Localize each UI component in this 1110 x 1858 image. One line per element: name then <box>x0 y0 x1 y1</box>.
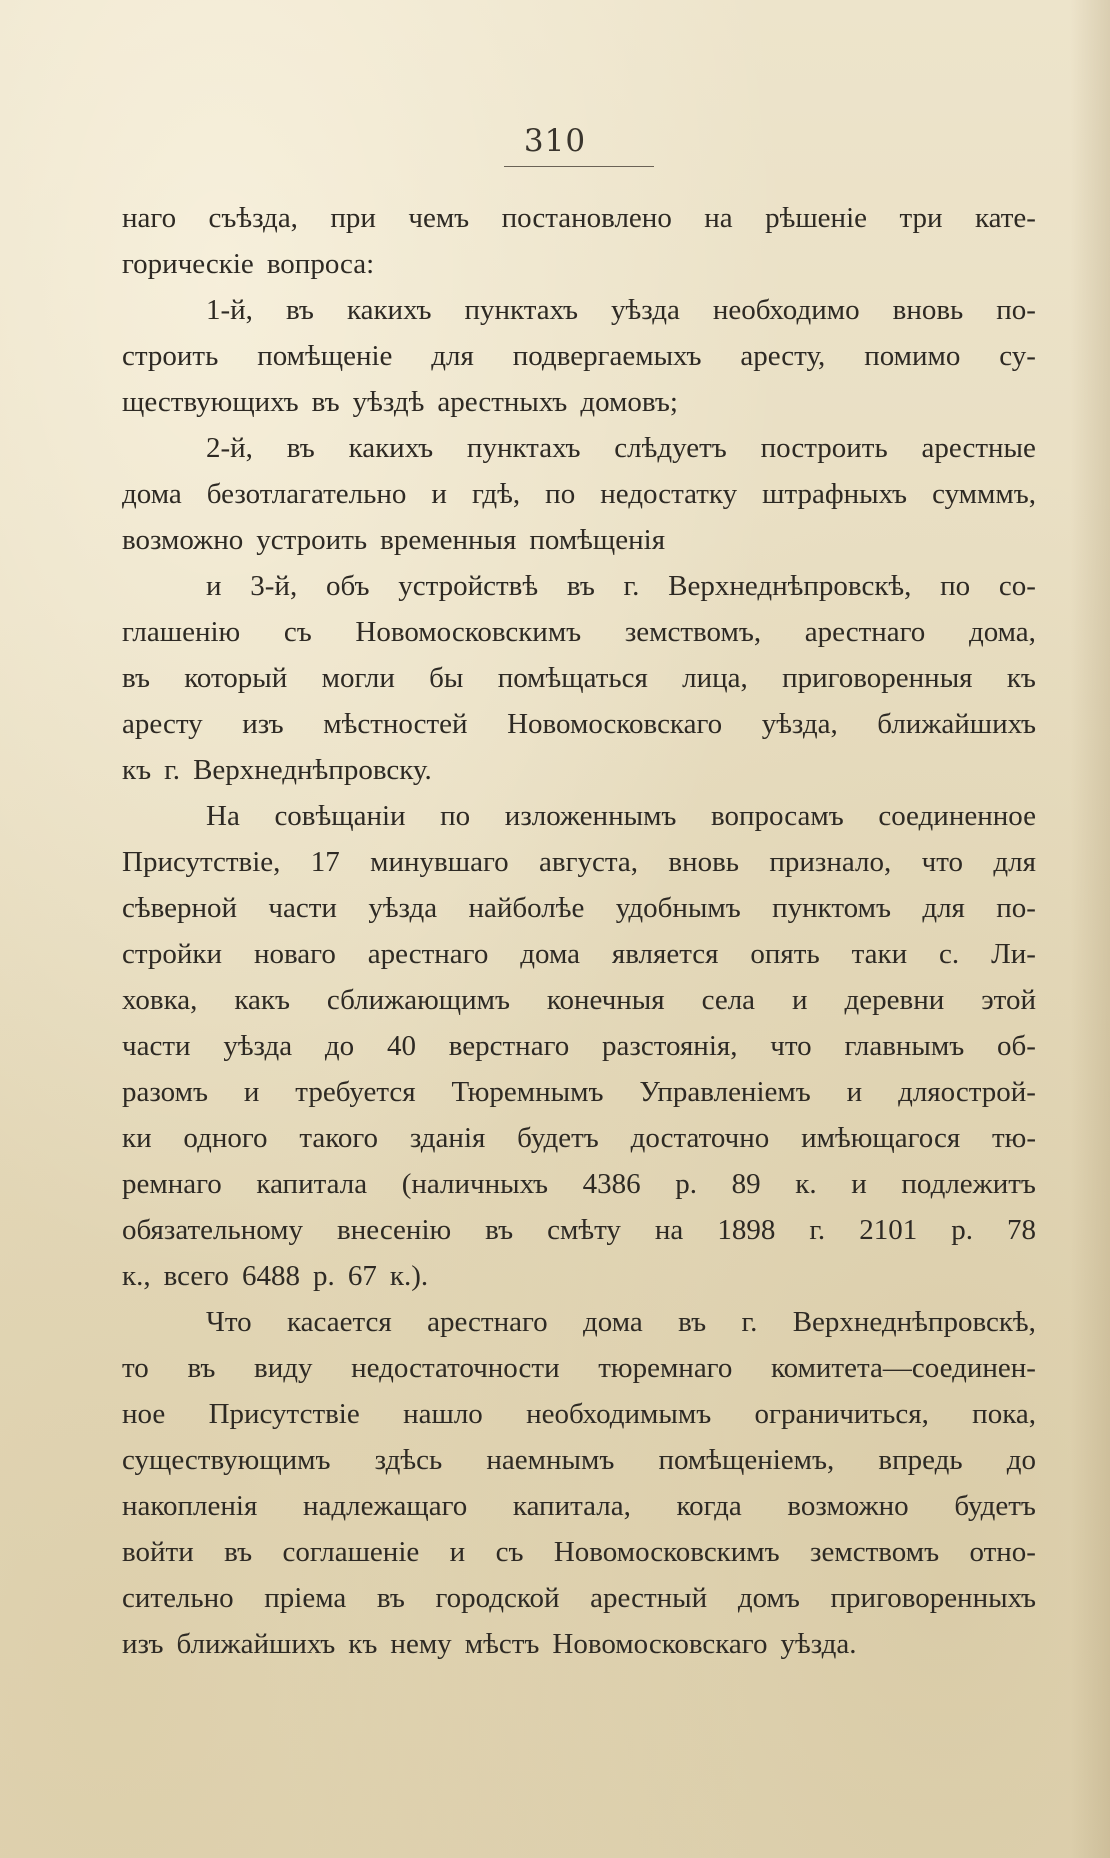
word: недостаточности <box>351 1352 560 1384</box>
word: аресту <box>122 708 203 740</box>
text-line <box>122 471 1036 517</box>
word: въ <box>376 1582 405 1614</box>
word: въ <box>285 294 314 326</box>
word: Тюремнымъ <box>451 1076 604 1108</box>
word: объ <box>325 570 370 602</box>
word: земствомъ, <box>624 616 762 648</box>
word: который <box>184 662 288 694</box>
word: здѣсь <box>374 1444 443 1476</box>
word: опять <box>750 938 820 970</box>
text-line <box>122 425 1036 471</box>
word: помимо <box>864 340 961 372</box>
word: Присутствіе <box>208 1398 360 1430</box>
text-line <box>122 1345 1036 1391</box>
word: Управленіемъ <box>639 1076 811 1108</box>
text-line <box>122 333 1036 379</box>
word: 78 <box>1006 1214 1036 1246</box>
word: требуется <box>295 1076 416 1108</box>
word: Новомосковскимъ <box>553 1536 780 1568</box>
word: вопроса: <box>266 248 375 280</box>
word: новаго <box>253 938 336 970</box>
word: г. <box>809 1214 826 1246</box>
page-number-rule <box>504 166 654 167</box>
word: 3-й, <box>250 570 298 602</box>
word: домовъ; <box>580 386 678 418</box>
text-line <box>122 885 1036 931</box>
text-line <box>122 609 1036 655</box>
word: штрафныхъ <box>762 478 908 510</box>
word: дома <box>520 938 580 970</box>
word: уѣзда <box>611 294 680 326</box>
word: арестнаго <box>367 938 489 970</box>
word: г. <box>623 570 640 602</box>
word: три <box>899 202 943 234</box>
word: г. <box>164 754 181 786</box>
word: и <box>792 984 808 1016</box>
word: временныя <box>380 524 517 556</box>
text-line <box>122 379 1036 425</box>
word: су- <box>999 340 1036 372</box>
word: 17 <box>310 846 340 878</box>
word: съѣзда, <box>208 202 298 234</box>
word: приговоренныя <box>782 662 973 694</box>
text-line <box>122 1391 1036 1437</box>
text-line <box>122 1115 1036 1161</box>
word: то <box>122 1352 149 1384</box>
word: въ <box>678 1306 707 1338</box>
word: пріема <box>264 1582 347 1614</box>
word: 67 <box>347 1260 377 1292</box>
word: на <box>704 202 733 234</box>
word: тю- <box>991 1122 1036 1154</box>
word: Новомосковскаго <box>552 1628 768 1660</box>
word: сительно <box>122 1582 234 1614</box>
word: 4386 <box>582 1168 641 1200</box>
word: соединенное <box>878 800 1036 832</box>
word: кате- <box>974 202 1036 234</box>
word: горическіе <box>122 248 254 280</box>
word: вновь <box>892 294 964 326</box>
word: что <box>770 1030 812 1062</box>
word: по- <box>996 892 1036 924</box>
text-line <box>122 655 1036 701</box>
word: р. <box>675 1168 698 1200</box>
word: слѣдуетъ <box>614 432 727 464</box>
text-line <box>122 287 1036 333</box>
word: изложеннымъ <box>504 800 677 832</box>
word: возможно <box>787 1490 909 1522</box>
word: что <box>921 846 964 878</box>
word: августа, <box>539 846 638 878</box>
word: Что <box>206 1306 252 1338</box>
word: впредь <box>878 1444 963 1476</box>
text-line <box>122 747 1036 793</box>
word: устроить <box>256 524 368 556</box>
word: по- <box>996 294 1036 326</box>
word: 2-й, <box>206 432 253 464</box>
word: удобнымъ <box>615 892 741 924</box>
word: комитета—соединен- <box>771 1352 1036 1384</box>
word: помѣщаться <box>497 662 648 694</box>
word: дляострой- <box>898 1076 1036 1108</box>
word: уѣзда. <box>780 1628 857 1660</box>
body-text <box>122 195 1036 1667</box>
word: 1898 <box>717 1214 776 1246</box>
text-line <box>122 977 1036 1023</box>
text-line <box>122 517 1036 563</box>
word: признало, <box>769 846 892 878</box>
word: при <box>330 202 376 234</box>
text-line <box>122 1575 1036 1621</box>
word: и <box>431 478 447 510</box>
word: Новомосковскимъ <box>355 616 582 648</box>
word: ховка, <box>122 984 198 1016</box>
word: къ <box>122 754 152 786</box>
word: строить <box>122 340 219 372</box>
word: Ли- <box>991 938 1036 970</box>
word: этой <box>981 984 1036 1016</box>
word: по <box>440 800 471 832</box>
text-line <box>122 931 1036 977</box>
word: сѣверной <box>122 892 238 924</box>
word: какихъ <box>348 432 434 464</box>
word: об- <box>997 1030 1036 1062</box>
word: вновь <box>668 846 739 878</box>
word: сближающимъ <box>326 984 510 1016</box>
word: пунктомъ <box>772 892 891 924</box>
word: обязательному <box>122 1214 304 1246</box>
word: с. <box>939 938 960 970</box>
word: помѣщеніе <box>257 340 393 372</box>
word: необходимо <box>712 294 860 326</box>
word: и <box>243 1076 260 1108</box>
word: лица, <box>682 662 748 694</box>
word: капитала <box>256 1168 368 1200</box>
word: Верхнеднѣпровскѣ, <box>668 570 912 602</box>
word: подлежитъ <box>901 1168 1036 1200</box>
page-number: 310 <box>523 123 587 159</box>
page-edge-shadow <box>1070 0 1110 1858</box>
word: р. <box>313 1260 335 1292</box>
word: глашенію <box>122 616 241 648</box>
text-line <box>122 1161 1036 1207</box>
word: на <box>654 1214 684 1246</box>
word: изъ <box>122 1628 164 1660</box>
word: гдѣ, <box>471 478 521 510</box>
text-line <box>122 701 1036 747</box>
word: будетъ <box>954 1490 1036 1522</box>
word: для <box>431 340 474 372</box>
word: со- <box>998 570 1036 602</box>
word: всего <box>163 1260 229 1292</box>
word: виду <box>254 1352 313 1384</box>
word: части <box>122 1030 191 1062</box>
word: устройствѣ <box>398 570 539 602</box>
text-line <box>122 1483 1036 1529</box>
word: (наличныхъ <box>401 1168 549 1200</box>
word: деревни <box>844 984 945 1016</box>
word: одного <box>183 1122 268 1154</box>
word: и <box>846 1076 863 1108</box>
word: по <box>940 570 971 602</box>
word: г. <box>741 1306 758 1338</box>
word: существующимъ <box>122 1444 331 1476</box>
word: въ <box>286 432 315 464</box>
word: ное <box>122 1398 166 1430</box>
word: домъ <box>737 1582 800 1614</box>
word: ближайшихъ <box>877 708 1036 740</box>
word: нему <box>390 1628 452 1660</box>
word: такого <box>299 1122 379 1154</box>
word: мѣстъ <box>464 1628 540 1660</box>
word: найболѣе <box>468 892 585 924</box>
word: села <box>701 984 756 1016</box>
word: до <box>1006 1444 1036 1476</box>
word: какъ <box>234 984 290 1016</box>
word: бы <box>429 662 464 694</box>
word: арестный <box>590 1582 708 1614</box>
text-line <box>122 793 1036 839</box>
word: уѣзда <box>368 892 438 924</box>
word: Верхнеднѣпровскѣ, <box>792 1306 1036 1338</box>
word: таки <box>851 938 908 970</box>
word: и <box>851 1168 867 1200</box>
word: мѣстностей <box>323 708 468 740</box>
word: дома <box>583 1306 643 1338</box>
word: внесенію <box>337 1214 452 1246</box>
word: 89 <box>731 1168 761 1200</box>
word: Верхнеднѣпровску. <box>193 754 432 786</box>
word: для <box>993 846 1036 878</box>
word: разстоянія, <box>602 1030 738 1062</box>
word: съ <box>495 1536 524 1568</box>
word: арестные <box>921 432 1036 464</box>
word: аресту, <box>740 340 826 372</box>
word: сумммъ, <box>932 478 1036 510</box>
word: въ <box>485 1214 514 1246</box>
text-line <box>122 195 1036 241</box>
word: главнымъ <box>844 1030 965 1062</box>
text-line <box>122 1069 1036 1115</box>
word: смѣту <box>547 1214 621 1246</box>
word: земствомъ <box>810 1536 940 1568</box>
word: въ <box>187 1352 216 1384</box>
text-line <box>122 1437 1036 1483</box>
word: совѣщаніи <box>274 800 406 832</box>
word: городской <box>435 1582 560 1614</box>
word: возможно <box>122 524 244 556</box>
text-line <box>122 241 1036 287</box>
word: къ <box>1006 662 1036 694</box>
word: пунктахъ <box>464 294 579 326</box>
word: конечныя <box>546 984 665 1016</box>
word: къ <box>348 1628 378 1660</box>
text-line <box>122 839 1036 885</box>
word: соглашеніе <box>282 1536 420 1568</box>
word: изъ <box>242 708 284 740</box>
word: уѣздѣ <box>352 386 425 418</box>
word: уѣзда, <box>761 708 838 740</box>
word: помѣщеніемъ, <box>658 1444 835 1476</box>
word: въ <box>566 570 595 602</box>
word: На <box>206 800 240 832</box>
word: касается <box>287 1306 392 1338</box>
word: уѣзда <box>223 1030 293 1062</box>
word: и <box>206 570 222 602</box>
text-line <box>122 1253 1036 1299</box>
word: для <box>922 892 965 924</box>
word: 6488 <box>241 1260 300 1292</box>
word: пока, <box>972 1398 1036 1430</box>
word: достаточно <box>630 1122 770 1154</box>
word: является <box>611 938 719 970</box>
text-line <box>122 1299 1036 1345</box>
word: ближайшихъ <box>176 1628 336 1660</box>
word: ществующихъ <box>122 386 299 418</box>
word: какихъ <box>346 294 432 326</box>
word: безотлагательно <box>206 478 407 510</box>
word: помѣщенія <box>529 524 666 556</box>
word: и <box>449 1536 466 1568</box>
word: 2101 <box>859 1214 918 1246</box>
word: отно- <box>969 1536 1036 1568</box>
text-line <box>122 1207 1036 1253</box>
word: постановлено <box>501 202 672 234</box>
word: могли <box>321 662 395 694</box>
word: имѣющагося <box>801 1122 961 1154</box>
word: дома <box>122 478 182 510</box>
word: к. <box>795 1168 817 1200</box>
word: дома, <box>968 616 1036 648</box>
word: капитала, <box>512 1490 631 1522</box>
word: когда <box>676 1490 742 1522</box>
word: въ <box>224 1536 253 1568</box>
text-line <box>122 1529 1036 1575</box>
word: тюремнаго <box>598 1352 733 1384</box>
word: подвергаемыхъ <box>512 340 702 372</box>
word: верстнаго <box>448 1030 570 1062</box>
word: ограничиться, <box>754 1398 929 1430</box>
word: минувшаго <box>370 846 509 878</box>
word: построить <box>760 432 888 464</box>
word: арестныхъ <box>437 386 568 418</box>
word: ремнаго <box>122 1168 222 1200</box>
text-line <box>122 563 1036 609</box>
word: въ <box>311 386 340 418</box>
word: Новомосковскаго <box>507 708 723 740</box>
word: приговоренныхъ <box>830 1582 1036 1614</box>
word: пунктахъ <box>466 432 581 464</box>
word: войти <box>122 1536 194 1568</box>
word: въ <box>122 662 150 694</box>
word: необходимымъ <box>526 1398 712 1430</box>
word: разомъ <box>122 1076 208 1108</box>
word: нашло <box>403 1398 483 1430</box>
word: надлежащаго <box>302 1490 468 1522</box>
word: арестнаго <box>427 1306 548 1338</box>
word: ки <box>122 1122 152 1154</box>
word: стройки <box>122 938 223 970</box>
word: недостатку <box>600 478 738 510</box>
word: до <box>324 1030 355 1062</box>
word: вопросамъ <box>711 800 844 832</box>
word: чемъ <box>408 202 470 234</box>
word: к.). <box>389 1260 429 1292</box>
word: зданія <box>409 1122 486 1154</box>
word: по <box>545 478 576 510</box>
word: р. <box>951 1214 973 1246</box>
word: наго <box>122 202 177 234</box>
word: 1-й, <box>206 294 253 326</box>
word: части <box>268 892 337 924</box>
word: рѣшеніе <box>765 202 868 234</box>
word: съ <box>283 616 312 648</box>
word: арестнаго <box>804 616 926 648</box>
word: Присутствіе, <box>122 846 281 878</box>
text-line <box>122 1621 1036 1667</box>
word: наемнымъ <box>486 1444 615 1476</box>
word: накопленія <box>122 1490 258 1522</box>
word: 40 <box>386 1030 416 1062</box>
word: к., <box>122 1260 151 1292</box>
word: будетъ <box>517 1122 599 1154</box>
text-line <box>122 1023 1036 1069</box>
